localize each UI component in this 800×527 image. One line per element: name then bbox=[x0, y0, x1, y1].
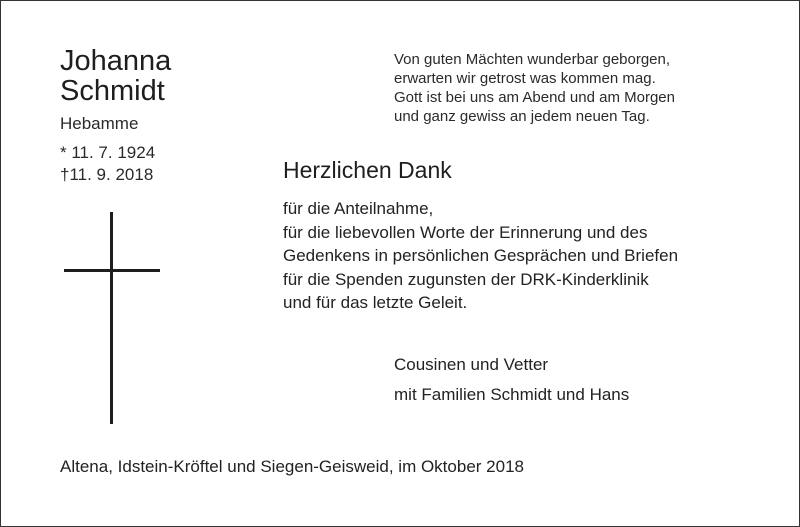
deceased-name bbox=[60, 46, 171, 106]
signature-line-1: Cousinen und Vetter bbox=[394, 355, 549, 374]
cross-icon bbox=[64, 212, 160, 424]
life-dates bbox=[60, 142, 155, 186]
poem-line: und ganz gewiss an jedem neuen Tag. bbox=[394, 108, 650, 125]
thanks-line: für die liebevollen Worte der Erinnerung und des bbox=[283, 222, 648, 242]
poem-line: Gott ist bei uns am Abend und am Morgen bbox=[394, 89, 675, 106]
cross-vertical-beam bbox=[110, 212, 113, 424]
first-name: Johanna bbox=[60, 45, 172, 77]
profession: Hebamme bbox=[60, 114, 139, 133]
death-date: †11. 9. 2018 bbox=[60, 165, 154, 184]
thanks-line: für die Spenden zugunsten der DRK-Kinderklinik bbox=[283, 269, 649, 289]
birth-date: * 11. 7. 1924 bbox=[60, 143, 156, 162]
poem bbox=[394, 50, 675, 126]
thanks-line: für die Anteilnahme, bbox=[283, 199, 434, 218]
thanks-line: und für das letzte Geleit. bbox=[283, 293, 468, 312]
cross-horizontal-beam bbox=[64, 269, 160, 272]
signature-line-2: mit Familien Schmidt und Hans bbox=[394, 385, 630, 404]
poem-line: Von guten Mächten wunderbar geborgen, bbox=[394, 51, 671, 68]
place-and-date: Altena, Idstein-Kröftel und Siegen-Geisweid, im Oktober 2018 bbox=[60, 457, 524, 476]
last-name: Schmidt bbox=[60, 75, 165, 107]
thanks-title: Herzlichen Dank bbox=[283, 157, 452, 183]
thanks-line: Gedenkens in persönlichen Gesprächen und Briefen bbox=[283, 246, 679, 265]
thanks-text bbox=[283, 197, 678, 315]
poem-line: erwarten wir getrost was kommen mag. bbox=[394, 70, 656, 87]
